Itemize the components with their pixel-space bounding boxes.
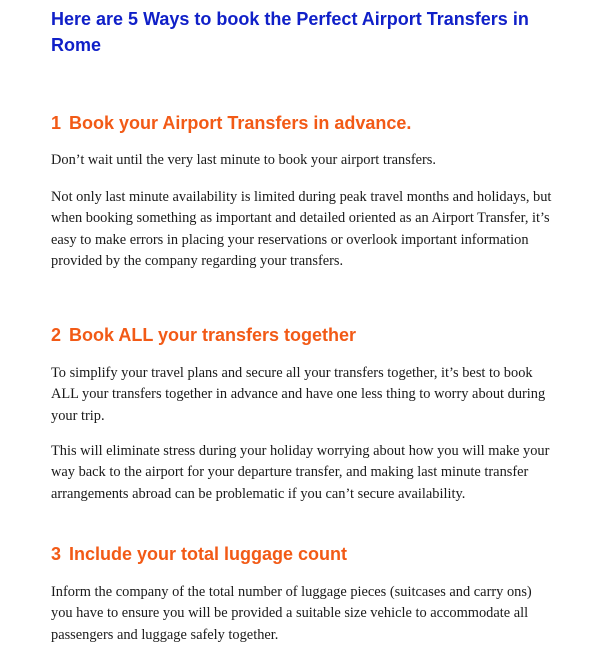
section-3-title: Include your total luggage count xyxy=(69,544,348,564)
section-3-heading xyxy=(51,543,347,565)
section-2-paragraph-1: To simplify your travel plans and secure all your transfers together, it’s best to book ALL your transfers together in advance and have one less thing to worry about during your trip. xyxy=(51,365,546,424)
section-3-paragraph-1: Inform the company of the total number of luggage pieces (suitcases and carry ons) you have to ensure you will be provided a suitable size vehicle to accommodate all passengers and luggage safely together. xyxy=(51,584,532,643)
section-1-number: 1 xyxy=(51,113,62,133)
section-2-number: 2 xyxy=(51,325,62,345)
section-1-paragraph-1: Don’t wait until the very last minute to book your airport transfers. xyxy=(51,152,437,168)
section-1-title: Book your Airport Transfers in advance. xyxy=(69,113,412,133)
section-3-number: 3 xyxy=(51,544,62,564)
section-1-heading xyxy=(51,112,411,134)
section-2-heading xyxy=(51,324,356,346)
section-1-paragraph-2: Not only last minute availability is limited during peak travel months and holidays, but when booking something as important and detailed oriented as an Airport Transfer, it’s easy to make errors in placing your reservations or overlook important information provided by the company regarding your transfers. xyxy=(51,189,552,270)
article-title: Here are 5 Ways to book the Perfect Airport Transfers in Rome xyxy=(51,9,529,55)
section-2-title: Book ALL your transfers together xyxy=(69,325,357,345)
section-2-paragraph-2: This will eliminate stress during your holiday worrying about how you will make your way back to the airport for your departure transfer, and making last minute transfer arrangements abroad can be problematic if you can’t secure availability. xyxy=(51,443,550,502)
